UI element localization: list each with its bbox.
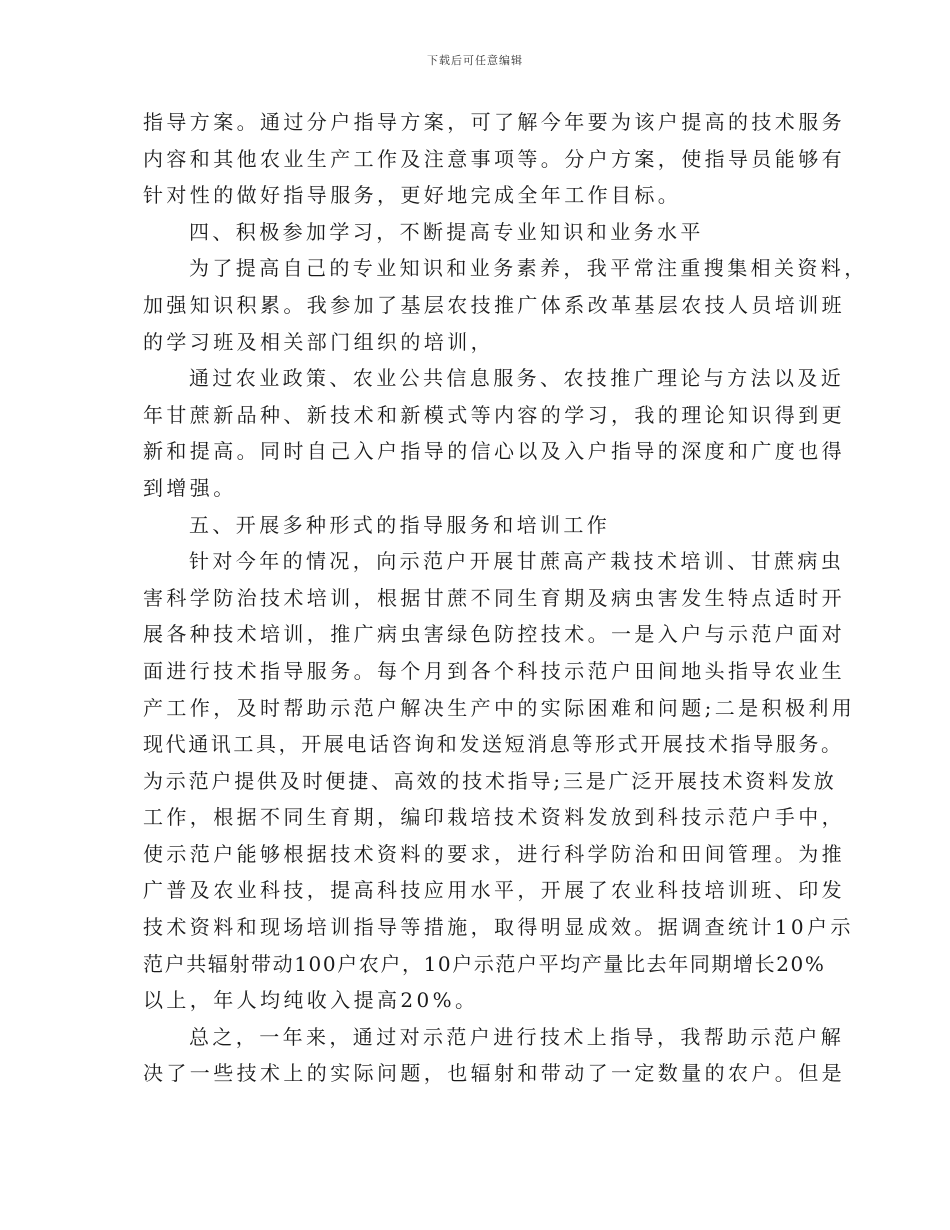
page-header-note: 下载后可任意编辑: [427, 54, 523, 67]
text-line: 决了一些技术上的实际问题，也辐射和带动了一定数量的农户。但是: [143, 1061, 845, 1086]
text-line: 年甘蔗新品种、新技术和新模式等内容的学习，我的理论知识得到更: [143, 402, 845, 427]
text-line: 技术资料和现场培训指导等措施，取得明显成效。据调查统计10户示: [143, 915, 854, 940]
text-line: 产工作，及时帮助示范户解决生产中的实际困难和问题;二是积极利用: [143, 695, 856, 720]
section-heading-5: 五、开展多种形式的指导服务和培训工作: [189, 512, 611, 537]
text-line: 使示范户能够根据技术资料的要求，进行科学防治和田间管理。为推: [143, 841, 845, 866]
text-line: 内容和其他农业生产工作及注意事项等。分户方案，使指导员能够有: [143, 146, 845, 171]
text-line: 为示范户提供及时便捷、高效的技术指导;三是广泛开展技术资料发放: [143, 768, 837, 793]
text-line: 展各种技术培训，推广病虫害绿色防控技术。一是入户与示范户面对: [143, 622, 845, 647]
text-line: 工作，根据不同生育期，编印栽培技术资料发放到科技示范户手中，: [143, 805, 845, 830]
text-line: 害科学防治技术培训，根据甘蔗不同生育期及病虫害发生特点适时开: [143, 585, 845, 610]
text-line: 总之，一年来，通过对示范户进行技术上指导，我帮助示范户解: [189, 1024, 845, 1049]
text-line: 面进行技术指导服务。每个月到各个科技示范户田间地头指导农业生: [143, 658, 845, 683]
section-heading-4: 四、积极参加学习，不断提高专业知识和业务水平: [189, 219, 704, 244]
paragraph-learning-outcome: [143, 360, 845, 506]
paragraph-summary: [143, 1019, 845, 1092]
text-line: 范户共辐射带动100户农户，10户示范户平均产量比去年同期增长20%: [143, 951, 826, 976]
paragraph-study: [143, 250, 868, 360]
document-body: [143, 104, 868, 1092]
text-line: 通过农业政策、农业公共信息服务、农技推广理论与方法以及近: [189, 366, 845, 391]
text-line: 加强知识积累。我参加了基层农技推广体系改革基层农技人员培训班: [143, 292, 845, 317]
text-line: 广普及农业科技，提高科技应用水平，开展了农业科技培训班、印发: [143, 878, 845, 903]
text-line: 针对今年的情况，向示范户开展甘蔗高产栽技术培训、甘蔗病虫: [189, 549, 845, 574]
paragraph-guidance-plan: [143, 104, 845, 214]
text-line: 到增强。: [143, 475, 237, 500]
text-line: 现代通讯工具，开展电话咨询和发送短消息等形式开展技术指导服务。: [143, 732, 844, 757]
text-line: 新和提高。同时自己入户指导的信心以及入户指导的深度和广度也得: [143, 439, 845, 464]
text-line: 针对性的做好指导服务，更好地完成全年工作目标。: [143, 183, 682, 208]
text-line: 以上，年人均纯收入提高20%。: [143, 988, 479, 1013]
paragraph-training-services: [143, 543, 856, 1019]
text-line: 的学习班及相关部门组织的培训，: [143, 329, 494, 354]
text-line: 指导方案。通过分户指导方案，可了解今年要为该户提高的技术服务: [143, 110, 845, 134]
text-line: 为了提高自己的专业知识和业务素养，我平常注重搜集相关资料，: [189, 256, 868, 281]
